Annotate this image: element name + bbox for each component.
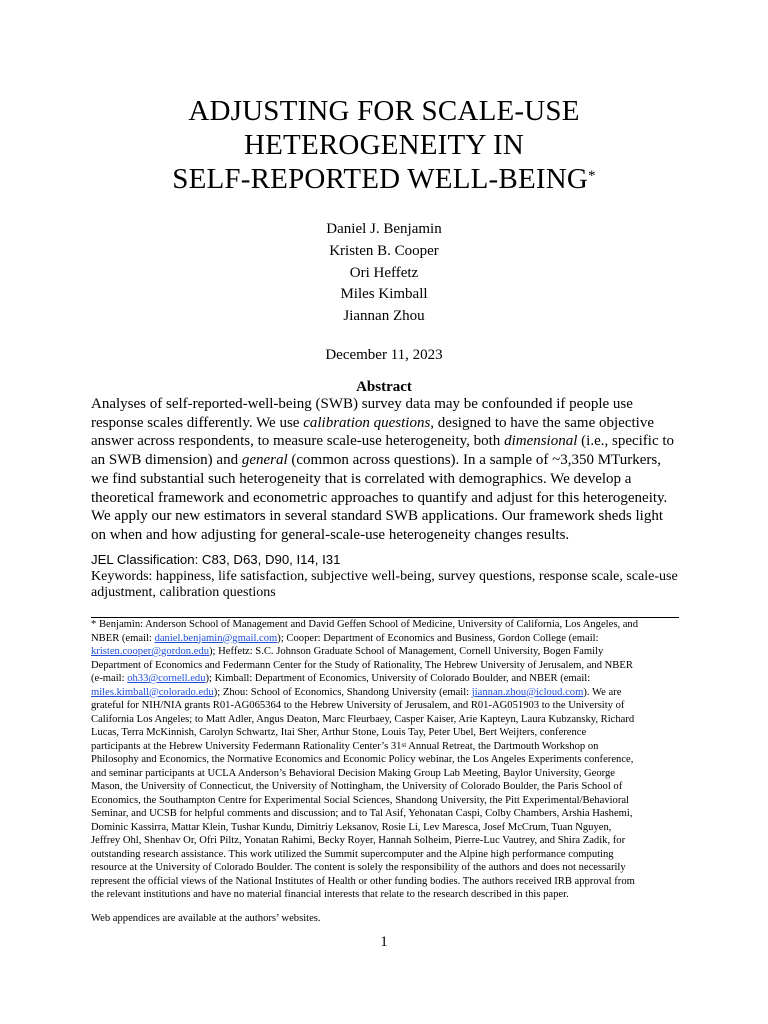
- abstract-text: an SWB dimension) and: [91, 452, 242, 469]
- footnote-line: Department of Economics and Federmann Center for the Study of Rationality, The Hebrew University of Jerusalem, and NBER: [91, 659, 633, 671]
- abstract-text: answer across respondents, to measure scale-use heterogeneity, both: [91, 433, 505, 450]
- web-appendix-note: Web appendices are available at the authors’ websites.: [91, 913, 321, 924]
- title-line-3-text: SELF-REPORTED WELL-BEING: [172, 163, 589, 195]
- author-name: Jiannan Zhou: [343, 308, 425, 325]
- footnote-line: Economics, the Southampton Centre for Experimental Social Sciences, Shandong University, the Pitt Experimental/Behavioral: [91, 794, 629, 806]
- footnote-line: and seminar participants at UCLA Anderson’s Behavioral Decision Making Group Lab Meeting, Baylor University, George: [91, 767, 615, 779]
- footnote-line: the relevant institutions and have no material financial interests that relate to the research described in this paper.: [91, 889, 569, 900]
- footnote-line: [91, 645, 686, 659]
- email-link-zhou[interactable]: jiannan.zhou@icloud.com: [471, 686, 584, 698]
- abstract-line: [91, 414, 681, 433]
- footnote-line: [91, 632, 686, 646]
- footnote-text: participants at the Hebrew University Federmann Rationality Center’s 31: [91, 740, 402, 752]
- footnote-line: Philosophy and Economics, the Normative Economics and Economic Policy webinar, the Los Angeles Experiments conference,: [91, 754, 634, 765]
- email-link-cooper[interactable]: kristen.cooper@gordon.edu: [91, 646, 210, 657]
- footnote-line: * Benjamin: Anderson School of Management and David Geffen School of Medicine, University of California, Los Angeles, and: [91, 619, 639, 630]
- abstract-text: , designed to have the same objective: [430, 414, 654, 431]
- footnote-line: resource at the University of Colorado Boulder. The content is solely the responsibility of the authors and does not necessarily: [91, 862, 626, 873]
- author-name: Ori Heffetz: [349, 264, 419, 281]
- abstract-line: We apply our new estimators in several standard SWB applications. Our framework sheds light: [91, 508, 663, 525]
- abstract-line: theoretical framework and econometric approaches to quantify and adjust for this heterogeneity.: [91, 489, 668, 506]
- jel-classification: JEL Classification: C83, D63, D90, I14, I31: [91, 552, 341, 567]
- email-link-benjamin[interactable]: daniel.benjamin@gmail.com: [154, 632, 278, 644]
- abstract-body: [91, 395, 681, 545]
- author-name: Miles Kimball: [340, 286, 428, 303]
- email-link-heffetz[interactable]: oh33@cornell.edu: [127, 673, 206, 684]
- footnote-line: [91, 686, 686, 700]
- footnote-line: Seminar, and UCSB for helpful comments and discussion; and to Tal Asif, Yehonatan Caspi, Colby Chambers, Arshia Hashemi,: [91, 808, 633, 819]
- footnote-line: Mason, the University of Connecticut, the University of Nottingham, the University of Colorado Boulder, the Paris School of: [91, 781, 623, 792]
- footnote-text: ); Heffetz: S.C. Johnson Graduate School of Management, Cornell University, Bogen Family: [209, 646, 604, 657]
- author-list: [0, 219, 768, 328]
- title-footnote: [91, 618, 686, 902]
- title-line-1: ADJUSTING FOR SCALE-USE: [188, 95, 580, 127]
- footnote-text: NBER (email:: [91, 632, 155, 644]
- page-number: 1: [380, 934, 388, 950]
- footnote-line: [91, 672, 686, 686]
- abstract-emphasis: calibration questions: [303, 414, 431, 431]
- footnote-line: [91, 740, 686, 754]
- title-line-2: HETEROGENEITY IN: [244, 129, 524, 161]
- footnote-text: ); Cooper: Department of Economics and Business, Gordon College (email:: [277, 632, 599, 644]
- abstract-line: [91, 432, 681, 451]
- footnote-line: represent the official views of the National Institutes of Health or other funding bodies. The authors received IRB approval from: [91, 875, 635, 887]
- footnote-text: Annual Retreat, the Dartmouth Workshop on: [406, 740, 599, 752]
- footnote-line: outstanding research assistance. This work utilized the Summit supercomputer and the Alpine high performance computing: [91, 848, 614, 860]
- abstract-text: (common across questions). In a sample of ~3,350 MTurkers,: [287, 452, 662, 469]
- footnote-text: (e-mail:: [91, 673, 128, 684]
- footnote-line: Lucas, Terra McKinnish, Carolyn Schwartz, Itai Sher, Arthur Stone, Louis Tay, Peter Ubel, Bert Weijters, conference: [91, 727, 587, 738]
- footnote-line: Jeffrey Ohl, Shenhav Or, Ofri Piltz, Yonatan Rahimi, Becky Royer, Hannah Solheim, Pierre-Luc Vautrey, and Shira Zadik, for: [91, 835, 626, 846]
- title-line-3: [0, 162, 768, 196]
- abstract-line: we find substantial such heterogeneity that is correlated with demographics. We develop a: [91, 470, 632, 487]
- abstract-text: response scales differently. We use: [91, 414, 304, 431]
- paper-date: December 11, 2023: [325, 347, 443, 363]
- author-name: Kristen B. Cooper: [329, 242, 439, 259]
- abstract-emphasis: general: [241, 452, 288, 469]
- keywords-line: Keywords: happiness, life satisfaction, subjective well-being, survey questions, response scale, scale-use: [91, 569, 678, 584]
- abstract-emphasis: dimensional: [504, 433, 578, 450]
- email-link-kimball[interactable]: miles.kimball@colorado.edu: [91, 686, 214, 698]
- keywords: [91, 569, 691, 601]
- abstract-line: Analyses of self-reported-well-being (SWB) survey data may be confounded if people use: [91, 396, 633, 412]
- author-name: Daniel J. Benjamin: [326, 221, 442, 237]
- ordinal-suffix: st: [401, 740, 407, 749]
- footnote-line: grateful for NIH/NIA grants R01-AG065364 to the Hebrew University of Jerusalem, and R01-AG051903 to the University of: [91, 700, 625, 711]
- paper-title: [0, 94, 768, 196]
- abstract-line: [91, 451, 681, 470]
- footnote-text: ); Kimball: Department of Economics, University of Colorado Boulder, and NBER (email:: [205, 673, 591, 684]
- title-footnote-marker: *: [588, 168, 596, 184]
- footnote-line: Dominic Kassirra, Mattar Klein, Tushar Kundu, Dimitriy Leksanov, Rosie Li, Lev Maresca, Josef McCrum, Tuan Nguyen,: [91, 821, 612, 833]
- abstract-text: (i.e., specific to: [577, 433, 675, 450]
- footnote-line: California Los Angeles; to Matt Adler, Angus Deaton, Marc Fleurbaey, Casper Kaiser, Arie Kapteyn, Laura Kubzansky, Richard: [91, 713, 635, 725]
- abstract-line: on when and how adjusting for general-scale-use heterogeneity changes results.: [91, 526, 570, 543]
- keywords-line: adjustment, calibration questions: [91, 585, 276, 600]
- footnote-text: ); Zhou: School of Economics, Shandong University (email:: [213, 686, 472, 698]
- footnote-text: ). We are: [583, 686, 622, 698]
- abstract-heading: Abstract: [356, 379, 412, 395]
